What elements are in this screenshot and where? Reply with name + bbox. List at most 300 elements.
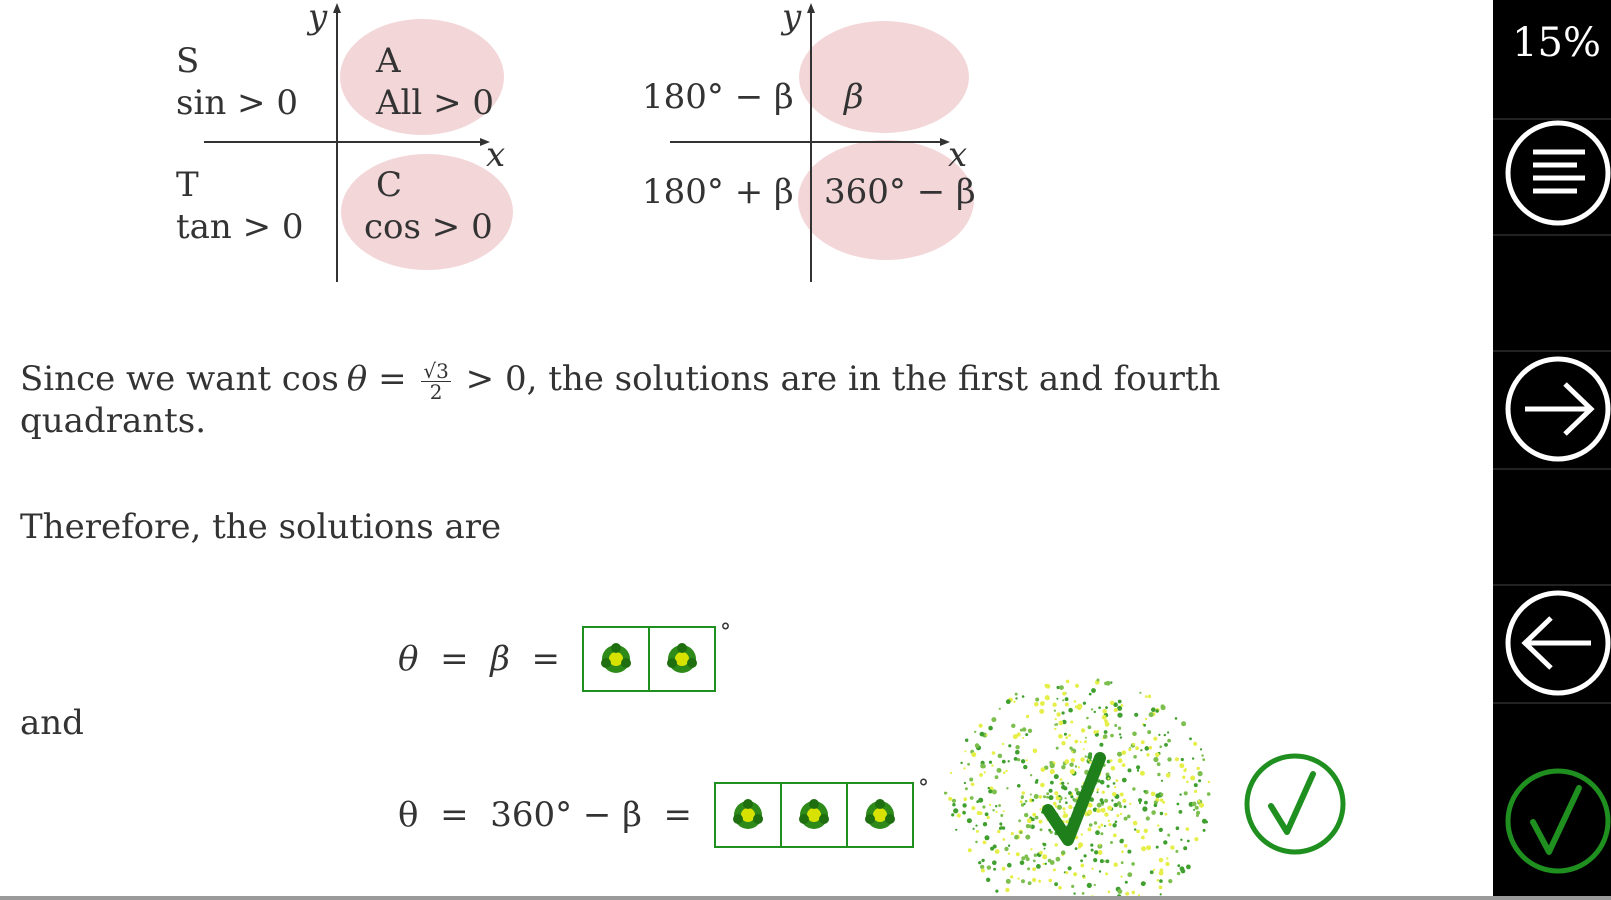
sparkle-dot: [1039, 795, 1043, 799]
sparkle-dot: [1027, 818, 1032, 823]
sparkle-dot: [1088, 759, 1090, 761]
sparkle-dot: [1099, 870, 1101, 872]
sparkle-dot: [992, 751, 996, 755]
sparkle-dot: [1119, 733, 1121, 735]
sparkle-dot: [995, 849, 1000, 854]
sparkle-dot: [1124, 844, 1128, 848]
sparkle-dot: [992, 860, 997, 865]
sparkle-dot: [948, 797, 952, 801]
next-button[interactable]: [1505, 356, 1611, 462]
sparkle-dot: [1104, 730, 1108, 734]
sparkle-dot: [1006, 787, 1008, 789]
sparkle-dot: [1063, 815, 1066, 818]
sparkle-dot: [1078, 846, 1081, 849]
sparkle-dot: [1043, 795, 1046, 798]
sparkle-dot: [1055, 843, 1058, 846]
sparkle-dot: [1105, 706, 1108, 709]
sparkle-dot: [1061, 850, 1066, 855]
sparkle-dot: [1075, 765, 1077, 767]
sparkle-dot: [1003, 810, 1005, 812]
sparkle-dot: [1013, 734, 1018, 739]
sparkle-dot: [987, 865, 991, 869]
sparkle-dot: [1179, 793, 1181, 795]
check-button[interactable]: [1505, 768, 1611, 874]
sparkle-dot: [1015, 750, 1020, 755]
sparkle-dot: [1084, 854, 1087, 857]
sparkle-dot: [1022, 737, 1024, 739]
sparkle-dot: [974, 731, 976, 733]
sparkle-dot: [1068, 805, 1072, 809]
sparkle-dot: [978, 798, 983, 803]
sparkle-dot: [1157, 879, 1160, 882]
sparkle-dot: [1008, 845, 1010, 847]
sparkle-dot: [1080, 859, 1083, 862]
sparkle-dot: [1175, 757, 1179, 761]
sparkle-dot: [1066, 680, 1070, 684]
equation-1: [398, 620, 731, 692]
sparkle-dot: [967, 763, 970, 766]
sparkle-dot: [1056, 857, 1061, 862]
sparkle-dot: [1068, 708, 1073, 713]
sparkle-dot: [1048, 829, 1051, 832]
sparkle-dot: [987, 816, 990, 819]
sparkle-dot: [971, 783, 975, 787]
sparkle-dot: [1140, 771, 1145, 776]
sparkle-dot: [1166, 773, 1171, 778]
quadrant-1-letter: A: [376, 41, 401, 81]
sparkle-dot: [1035, 781, 1038, 784]
sparkle-dot: [1094, 884, 1096, 886]
sparkle-dot: [1108, 891, 1111, 894]
sparkle-dot: [962, 803, 966, 807]
sparkle-dot: [1146, 816, 1150, 820]
sparkle-dot: [1118, 758, 1123, 763]
sparkle-dot: [988, 787, 990, 789]
explanation-line-2: quadrants.: [20, 401, 207, 441]
sparkle-dot: [1139, 692, 1141, 694]
sparkle-dot: [1030, 794, 1032, 796]
sparkle-dot: [1128, 748, 1131, 751]
sparkle-dot: [1058, 734, 1063, 739]
fraction-numerator: √3: [423, 358, 449, 383]
sparkle-dot: [1104, 825, 1106, 827]
sparkle-dot: [1054, 774, 1059, 779]
degree-symbol: °: [917, 776, 929, 801]
sparkle-dot: [1065, 797, 1067, 799]
sparkle-dot: [950, 772, 952, 774]
sparkle-dot: [1192, 757, 1194, 759]
sparkle-dot: [1117, 752, 1122, 757]
sparkle-dot: [965, 739, 968, 742]
sparkle-dot: [1160, 868, 1164, 872]
sparkle-dot: [1062, 711, 1065, 714]
sparkle-dot: [1002, 760, 1006, 764]
sparkle-dot: [944, 792, 947, 795]
sparkle-dot: [1136, 830, 1140, 834]
sparkle-dot: [1132, 743, 1135, 746]
sparkle-dot: [1039, 709, 1044, 714]
sparkle-dot: [1166, 857, 1168, 859]
sparkle-dot: [1075, 684, 1079, 688]
sparkle-dot: [1200, 748, 1202, 750]
sparkle-dot: [995, 890, 998, 893]
sidebar-divider: [1493, 350, 1611, 352]
sparkle-dot: [1031, 818, 1035, 822]
equals-sign: =: [367, 359, 418, 399]
quadrant-3-letter: T: [176, 165, 199, 205]
explanation-text-b: > 0, the solutions are in the first and fourth: [454, 359, 1221, 399]
sparkle-dot: [1099, 844, 1101, 846]
sparkle-dot: [997, 830, 1000, 833]
sparkle-dot: [1058, 795, 1060, 797]
sparkle-dot: [968, 848, 972, 852]
sparkle-dot: [1098, 706, 1101, 709]
sparkle-dot: [953, 808, 958, 813]
fraction-denominator: 2: [429, 379, 443, 404]
sparkle-dot: [1122, 763, 1126, 767]
sparkle-dot: [1199, 803, 1204, 808]
sparkle-dot: [1153, 757, 1158, 762]
sparkle-dot: [1065, 801, 1068, 804]
y-axis-label-right: y: [782, 0, 802, 37]
sparkle-dot: [1108, 777, 1110, 779]
sparkle-dot: [1127, 850, 1131, 854]
sparkle-dot: [1116, 814, 1119, 817]
sparkle-dot: [1097, 679, 1100, 682]
sparkle-dot: [975, 743, 980, 748]
answer-digit-box[interactable]: [716, 784, 782, 846]
sparkle-dot: [1015, 693, 1018, 696]
sparkle-dot: [1068, 866, 1072, 870]
sparkle-dot: [1004, 847, 1008, 851]
sparkle-dot: [980, 764, 985, 769]
sparkle-dot: [1127, 872, 1132, 877]
sparkle-dot: [1061, 785, 1066, 790]
sparkle-dot: [1179, 763, 1184, 768]
sparkle-dot: [1054, 710, 1056, 712]
sparkle-dot: [1198, 771, 1203, 776]
sparkle-dot: [1022, 791, 1025, 794]
sparkle-dot: [1175, 850, 1178, 853]
sparkle-dot: [1078, 766, 1080, 768]
sparkle-dot: [1114, 724, 1117, 727]
sparkle-dot: [1193, 742, 1197, 746]
sparkle-dot: [1028, 881, 1032, 885]
and-text: and: [20, 703, 84, 743]
sparkle-dot: [1136, 765, 1140, 769]
sparkle-dot: [986, 734, 988, 736]
sparkle-dot: [1093, 730, 1097, 734]
sparkle-dot: [985, 835, 990, 840]
sparkle-dot: [1016, 852, 1020, 856]
sparkle-dot: [1073, 892, 1075, 894]
sparkle-dot: [1207, 792, 1211, 796]
sparkle-dot: [1148, 695, 1152, 699]
sparkle-dot: [1113, 782, 1116, 785]
sparkle-dot: [1013, 701, 1015, 703]
sparkle-dot: [992, 789, 997, 794]
sparkle-dot: [952, 799, 956, 803]
sparkle-dot: [992, 809, 994, 811]
sparkle-dot: [960, 762, 962, 764]
sparkle-dot: [979, 773, 983, 777]
answer-boxes-1[interactable]: [582, 626, 716, 692]
flower-icon: [796, 797, 832, 833]
sparkle-dot: [982, 805, 985, 808]
sparkle-dot: [1146, 845, 1151, 850]
equation-1-lhs: θ = β =: [398, 639, 560, 679]
sparkle-dot: [1156, 846, 1159, 849]
progress-label: 15%: [1512, 20, 1601, 66]
degree-symbol: °: [719, 620, 731, 645]
sparkle-dot: [1100, 798, 1104, 802]
sparkle-dot: [1208, 781, 1210, 783]
sparkle-dot: [1002, 838, 1005, 841]
back-button[interactable]: [1505, 590, 1611, 696]
sparkle-dot: [1159, 858, 1164, 863]
sparkle-dot: [1144, 829, 1148, 833]
sparkle-dot: [1021, 879, 1025, 883]
sparkle-dot: [1091, 688, 1096, 693]
arrow-left-icon: [1505, 590, 1611, 696]
sparkle-dot: [1046, 796, 1049, 799]
sparkle-dot: [976, 830, 979, 833]
sparkle-dot: [1006, 699, 1011, 704]
sparkle-dot: [1020, 800, 1023, 803]
sparkle-dot: [1155, 753, 1160, 758]
sparkle-dot: [970, 796, 974, 800]
sparkle-dot: [1032, 867, 1036, 871]
equation-2: [398, 776, 929, 848]
quadrant-4-angle: 360° − β: [824, 172, 976, 212]
sparkle-dot: [1062, 699, 1064, 701]
sparkle-dot: [1049, 879, 1053, 883]
sparkle-dot: [1143, 790, 1146, 793]
sparkle-dot: [1045, 696, 1049, 700]
sparkle-dot: [1132, 891, 1136, 895]
sparkle-dot: [1053, 868, 1056, 871]
sparkle-dot: [1198, 800, 1201, 803]
x-axis-label-right: x: [948, 135, 968, 175]
sparkle-dot: [1081, 833, 1083, 835]
sparkle-dot: [1070, 769, 1075, 774]
sparkle-dot: [964, 750, 966, 752]
sparkle-dot: [1071, 758, 1075, 762]
sparkle-dot: [1151, 810, 1156, 815]
sparkle-dot: [1155, 709, 1158, 712]
sparkle-dot: [1050, 781, 1054, 785]
sparkle-dot: [951, 813, 954, 816]
quadrant-2-letter: S: [176, 41, 200, 81]
sparkle-dot: [1181, 758, 1184, 761]
sparkle-dot: [1020, 729, 1023, 732]
sparkle-dot: [1087, 755, 1092, 760]
sparkle-dot: [1022, 695, 1025, 698]
quadrant-4-rule: cos > 0: [364, 207, 493, 247]
sparkle-dot: [1061, 765, 1065, 769]
sparkle-dot: [1075, 847, 1078, 850]
sparkle-dot: [995, 775, 999, 779]
sparkle-dot: [1089, 761, 1091, 763]
sparkle-dot: [1027, 867, 1030, 870]
sparkle-dot: [1042, 854, 1047, 859]
sparkle-dot: [1107, 785, 1110, 788]
x-axis-label: x: [486, 135, 506, 175]
sparkle-dot: [1114, 708, 1118, 712]
sparkle-dot: [1167, 739, 1171, 743]
sparkle-dot: [1057, 805, 1062, 810]
sparkle-dot: [1146, 753, 1149, 756]
sparkle-dot: [1043, 843, 1046, 846]
sparkle-dot: [993, 868, 996, 871]
sidebar: [1493, 0, 1611, 900]
sparkle-dot: [1097, 791, 1099, 793]
sparkle-dot: [1065, 703, 1069, 707]
sparkle-dot: [1105, 722, 1110, 727]
sparkle-dot: [1198, 779, 1201, 782]
sparkle-dot: [1017, 758, 1020, 761]
sparkle-dot: [1084, 740, 1087, 743]
sparkle-dot: [1072, 751, 1074, 753]
sparkle-dot: [1112, 823, 1116, 827]
sparkle-dot: [1170, 845, 1174, 849]
sparkle-dot: [1116, 779, 1119, 782]
sparkle-dot: [1143, 724, 1146, 727]
sparkle-dot: [1138, 798, 1142, 802]
sparkle-dot: [1108, 823, 1111, 826]
sparkle-dot: [1025, 800, 1028, 803]
sparkle-dot: [1075, 788, 1079, 792]
sparkle-dot: [1040, 783, 1045, 788]
sparkle-dot: [1113, 834, 1117, 838]
sparkle-dot: [1056, 698, 1058, 700]
answer-digit-box[interactable]: [782, 784, 848, 846]
sparkle-dot: [988, 789, 992, 793]
sparkle-dot: [1065, 736, 1068, 739]
sparkle-dot: [1085, 755, 1087, 757]
sparkle-dot: [1089, 693, 1092, 696]
sparkle-dot: [1003, 772, 1006, 775]
sparkle-dot: [1098, 826, 1101, 829]
sparkle-dot: [1044, 848, 1046, 850]
sparkle-dot: [989, 804, 991, 806]
sparkle-dot: [1165, 862, 1169, 866]
sparkle-dot: [1014, 757, 1018, 761]
sparkle-dot: [964, 797, 968, 801]
sparkle-dot: [1137, 769, 1139, 771]
sparkle-dot: [1181, 721, 1186, 726]
sparkle-dot: [1105, 872, 1108, 875]
answer-boxes-2[interactable]: [714, 782, 914, 848]
sparkle-dot: [1039, 820, 1043, 824]
sparkle-dot: [1049, 795, 1054, 800]
answer-digit-box[interactable]: [848, 784, 912, 846]
sparkle-dot: [969, 778, 973, 782]
sparkle-dot: [1151, 707, 1156, 712]
sparkle-dot: [1059, 801, 1061, 803]
sparkle-dot: [1100, 832, 1103, 835]
sparkle-dot: [1104, 860, 1106, 862]
sparkle-dot: [1127, 815, 1131, 819]
sparkle-dot: [1168, 879, 1172, 883]
sparkle-dot: [1134, 713, 1138, 717]
sparkle-dot: [1015, 697, 1017, 699]
sparkle-dot: [1085, 737, 1087, 739]
sparkle-dot: [1187, 840, 1190, 843]
sparkle-dot: [971, 752, 976, 757]
sparkle-dot: [1194, 790, 1197, 793]
sparkle-dot: [1122, 750, 1127, 755]
flower-icon: [862, 797, 898, 833]
sparkle-dot: [1020, 860, 1025, 865]
sparkle-dot: [1088, 827, 1092, 831]
sparkle-dot: [973, 828, 975, 830]
sparkle-dot: [1074, 740, 1078, 744]
sparkle-dot: [1070, 721, 1073, 724]
sparkle-dot: [985, 812, 989, 816]
sparkle-dot: [1089, 823, 1093, 827]
sparkle-dot: [1000, 814, 1003, 817]
menu-button[interactable]: [1505, 120, 1611, 226]
sparkle-dot: [1110, 734, 1114, 738]
sparkle-dot: [1177, 872, 1181, 876]
sparkle-dot: [1103, 734, 1108, 739]
sparkle-dot: [1010, 875, 1013, 878]
sparkle-dot: [981, 869, 985, 873]
sparkle-dot: [1151, 792, 1156, 797]
sparkle-dot: [1064, 733, 1067, 736]
sidebar-divider: [1493, 234, 1611, 236]
sparkle-dot: [1035, 698, 1039, 702]
sparkle-dot: [991, 764, 993, 766]
sparkle-dot: [1007, 863, 1012, 868]
sparkle-dot: [1028, 825, 1032, 829]
answer-digit-box[interactable]: [650, 628, 714, 690]
sparkle-dot: [1111, 799, 1113, 801]
sparkle-dot: [1096, 808, 1101, 813]
quadrant-3-angle: 180° + β: [642, 172, 794, 212]
sparkle-dot: [1021, 856, 1025, 860]
theta-symbol: θ: [346, 359, 368, 399]
y-axis-label: y: [308, 0, 328, 37]
sparkle-dot: [1005, 770, 1007, 772]
sparkle-dot: [1080, 757, 1084, 761]
sparkle-dot: [1132, 732, 1137, 737]
quadrant-1-rule: All > 0: [376, 83, 495, 123]
sparkle-dot: [1026, 715, 1029, 718]
sparkle-dot: [1202, 758, 1205, 761]
sparkle-dot: [1094, 711, 1096, 713]
sparkle-dot: [1153, 869, 1155, 871]
sparkle-dot: [986, 878, 990, 882]
sparkle-dot: [989, 761, 992, 764]
menu-icon: [1505, 120, 1611, 226]
sparkle-dot: [1163, 840, 1167, 844]
angle-diagram-graphic: [640, 0, 980, 290]
sparkle-dot: [1121, 704, 1124, 707]
sparkle-dot: [1141, 846, 1146, 851]
sparkle-dot: [1038, 880, 1041, 883]
sparkle-dot: [1032, 878, 1036, 882]
sparkle-dot: [1112, 792, 1116, 796]
sparkle-dot: [1081, 728, 1085, 732]
sparkle-dot: [1034, 702, 1039, 707]
answer-digit-box[interactable]: [584, 628, 650, 690]
sparkle-dot: [1030, 848, 1032, 850]
sparkle-dot: [1193, 809, 1195, 811]
sparkle-dot: [1005, 888, 1009, 892]
sparkle-dot: [957, 813, 961, 817]
